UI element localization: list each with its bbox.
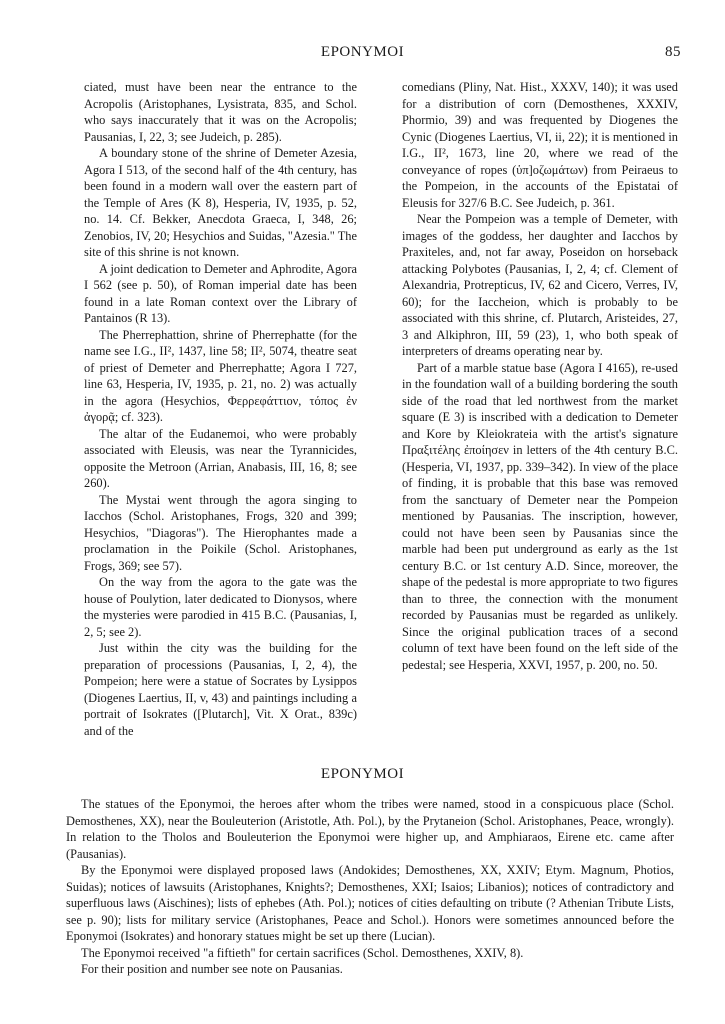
section-body bbox=[66, 796, 674, 978]
left-column bbox=[84, 79, 357, 739]
section-paragraph: By the Eponymoi were displayed proposed laws (Andokides; Demosthenes, XX, XXIV; Etym. Magnum, Photios, Suidas); notices of lawsuits (Aristophanes, Knights?; Demosthenes, XXI; Isaios; Libanios); notices of contradictory and superfluous laws (Aischines); lists of ephebes (Ath. Pol.); notices of cities defaulting on tribute (? Athenian Tribute Lists, see p. 90); lists for military service (Aristophanes, Peace and Schol.). Honors were sometimes announced before the Eponymoi (Isokrates) and honorary statues might be set up there (Lucian). bbox=[66, 863, 674, 943]
page-number: 85 bbox=[665, 44, 681, 60]
left-paragraph: On the way from the agora to the gate was the house of Poulytion, later dedicated to Dionysos, where the mysteries were parodied in 415 B.C. (Pausanias, I, 2, 5; see 2). bbox=[84, 575, 357, 639]
section-paragraph: For their position and number see note on Pausanias. bbox=[81, 962, 343, 976]
running-head bbox=[0, 44, 725, 64]
right-paragraph: comedians (Pliny, Nat. Hist., XXXV, 140); it was used for a distribution of corn (Demosthenes, XXXIV, Phormio, 39) and was frequented by Diogenes the Cynic (Diogenes Laertius, VI, ii, 22); it is mentioned in I.G., II², 1673, line 20, where we read of the conveyance of ropes (ὑπ]οζωμάτων) from Peiraeus to the Pompeion, in the accounts of the Epistatai of Eleusis for 327/6 B.C. See Judeich, p. 361. bbox=[402, 80, 678, 210]
right-column bbox=[402, 79, 678, 673]
left-paragraph: A joint dedication to Demeter and Aphrodite, Agora I 562 (see p. 50), of Roman imperial date has been found in a late Roman context over the Library of Pantainos (R 13). bbox=[84, 261, 357, 325]
left-paragraph: A boundary stone of the shrine of Demeter Azesia, Agora I 513, of the second half of the 4th century, has been found in a modern wall over the eastern part of the Temple of Ares (K 8), Hesperia, IV, 1935, p. 52, no. 14. Cf. Bekker, Anecdota Graeca, I, 348, 26; Zenobios, IV, 20; Hesychios and Suidas, "Azesia." The site of this shrine is not known. bbox=[84, 146, 357, 259]
left-paragraph: The Mystai went through the agora singing to Iacchos (Schol. Aristophanes, Frogs, 320 and 399; Hesychios, "Diagoras"). The Hierophantes made a proclamation in the Poikile (Schol. Aristophanes, Frogs, 369; see 57). bbox=[84, 492, 357, 573]
left-paragraph: The Pherrephattion, shrine of Pherrephatte (for the name see I.G., II², 1437, line 58; II², 5074, theatre seat of priest of Demeter and Pherrephatte; Agora I 727, line 63, Hesperia, IV, 1935, p. 21, no. 2) was actually in the agora (Hesychios, Φερρεφάττιον, τόπος ἐν ἀγορᾷ; cf. 323). bbox=[84, 327, 357, 424]
section-paragraph: The Eponymoi received "a fiftieth" for certain sacrifices (Schol. Demosthenes, XXIV, 8). bbox=[81, 945, 524, 960]
right-paragraph: Near the Pompeion was a temple of Demeter, with images of the goddess, her daughter and Iacchos by Praxiteles, and, not far away, Poseidon on horseback attacking Polybotes (Pausanias, I, 2, 4; cf. Clement of Alexandria, Protrepticus, IV, 62 and Cicero, Verres, IV, 60); for the Iaccheion, which is probably to be associated with this shrine, cf. Plutarch, Aristeides, 27, 3 and Alkiphron, III, 59 (23), 1, who both speak of interpreters of dreams operating near by. bbox=[402, 212, 678, 358]
left-paragraph: The altar of the Eudanemoi, who were probably associated with Eleusis, was near the Tyrannicides, opposite the Metroon (Arrian, Anabasis, III, 16, 8; see 260). bbox=[84, 426, 357, 490]
section-paragraph: The statues of the Eponymoi, the heroes after whom the tribes were named, stood in a conspicuous place (Schol. Demosthenes, XX), near the Bouleuterion (Aristotle, Ath. Pol.), by the Prytaneion (Schol. Aristophanes, Peace, wrongly). In relation to the Tholos and Bouleuterion the Eponymoi were higher up, and Amphiaraos, Eirene etc. came after (Pausanias). bbox=[66, 797, 674, 861]
right-paragraph: Part of a marble statue base (Agora I 4165), re-used in the foundation wall of a building bordering the south side of the road that led northwest from the market square (E 3) is inscribed with a dedication to Demeter and Kore by Kleiokrateia with the artist's signature Πραξιτέλης ἐποίησεν in letters of the 4th century B.C. (Hesperia, VI, 1937, pp. 339–342). In view of the place of finding, it is probable that this base was removed from the sanctuary of Demeter near the Pompeion mentioned by Pausanias. The inscription, however, could not have been seen by Pausanias since the marble had been put underground as early as the 1st century B.C. or 1st century A.D. Since, moreover, the shape of the pedestal is more appropriate to two figures than to three, the connection with the monument recorded by Pausanias must be regarded as unlikely. Since the original publication traces of a second column of text have been found on the left side of the pedestal; see Hesperia, XXVI, 1957, p. 200, no. 50. bbox=[402, 360, 678, 672]
running-head-title: EPONYMOI bbox=[320, 44, 405, 60]
section-heading: EPONYMOI bbox=[320, 766, 405, 782]
left-paragraph: Just within the city was the building for the preparation of processions (Pausanias, I, 2, 4), the Pompeion; here were a statue of Socrates by Lysippos (Diogenes Laertius, II, v, 43) and paintings including a portrait of Isokrates ([Plutarch], Vit. X Orat., 839c) and of the bbox=[84, 641, 357, 738]
left-paragraph: ciated, must have been near the entrance to the Acropolis (Aristophanes, Lysistrata, 835, and Schol. who says inaccurately that it was on the Acropolis; Pausanias, I, 22, 3; see Judeich, p. 285). bbox=[84, 80, 357, 144]
